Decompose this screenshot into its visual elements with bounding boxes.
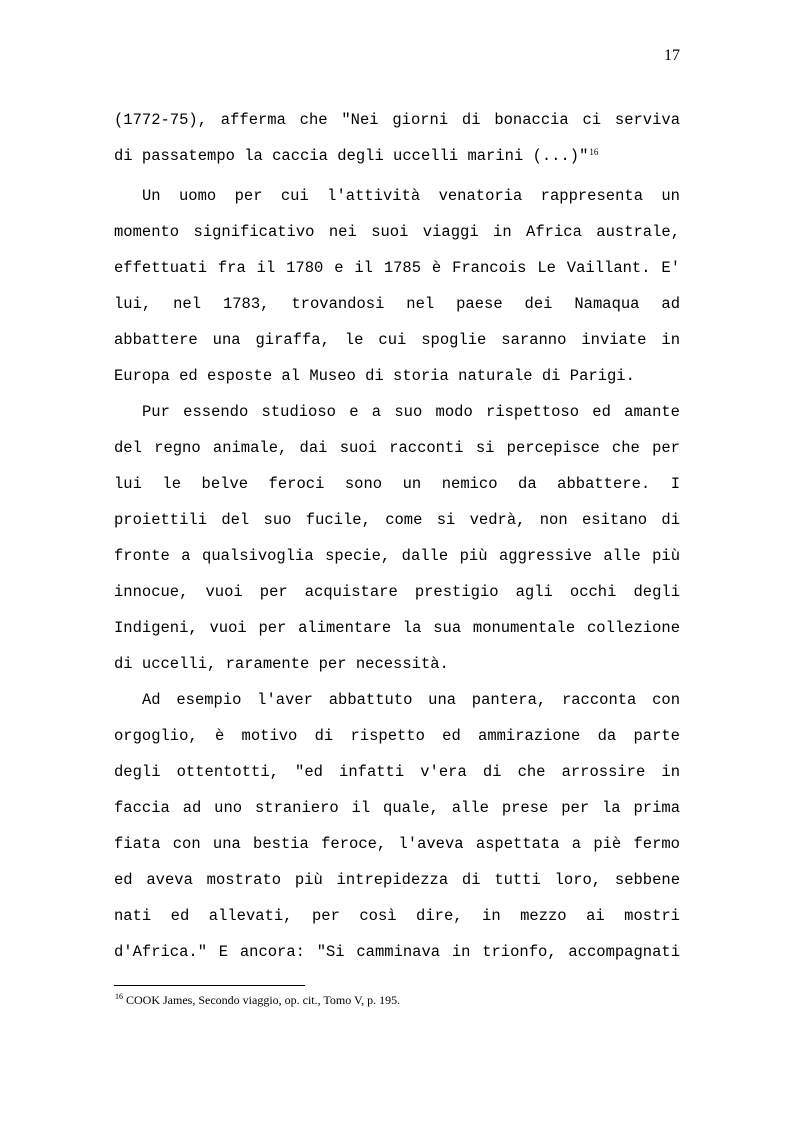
text-line: d'Africa." E ancora: "Si camminava in trionfo, accompagnati (114, 943, 680, 961)
text-line: lui, nel 1783, trovandosi nel paese dei Namaqua ad (114, 295, 680, 313)
text-line-content: di passatempo la caccia degli uccelli marini (...)" (114, 147, 589, 165)
text-line: abbattere una giraffa, le cui spoglie saranno inviate in (114, 331, 680, 349)
text-line: nati ed allevati, per così dire, in mezzo ai mostri (114, 907, 680, 925)
text-line: lui le belve feroci sono un nemico da abbattere. I (114, 475, 680, 493)
text-line: faccia ad uno straniero il quale, alle prese per la prima (114, 799, 680, 817)
footnote-reference[interactable]: 16 (589, 147, 599, 157)
text-line: del regno animale, dai suoi racconti si percepisce che per (114, 439, 680, 457)
text-line: orgoglio, è motivo di rispetto ed ammirazione da parte (114, 727, 680, 745)
page-number: 17 (664, 47, 680, 64)
text-line: proiettili del suo fucile, come si vedrà, non esitano di (114, 511, 680, 529)
text-line: fiata con una bestia feroce, l'aveva aspettata a piè fermo (114, 835, 680, 853)
text-line: (1772-75), afferma che "Nei giorni di bonaccia ci serviva (114, 111, 680, 129)
footnote-number: 16 (115, 992, 123, 1001)
text-line: di uccelli, raramente per necessità. (114, 655, 449, 673)
text-line: Pur essendo studioso e a suo modo rispettoso ed amante (142, 403, 680, 421)
text-line: Indigeni, vuoi per alimentare la sua monumentale collezione (114, 619, 680, 637)
text-line: momento significativo nei suoi viaggi in Africa australe, (114, 223, 680, 241)
text-line: innocue, vuoi per acquistare prestigio agli occhi degli (114, 583, 680, 601)
footnote (114, 992, 680, 1008)
footnote-separator (114, 985, 305, 986)
text-line: Europa ed esposte al Museo di storia naturale di Parigi. (114, 367, 635, 385)
text-line: degli ottentotti, "ed infatti v'era di che arrossire in (114, 763, 680, 781)
text-line: fronte a qualsivoglia specie, dalle più aggressive alle più (114, 547, 680, 565)
text-line: Un uomo per cui l'attività venatoria rappresenta un (142, 187, 680, 205)
footnote-text: COOK James, Secondo viaggio, op. cit., Tomo V, p. 195. (123, 993, 401, 1007)
text-line: Ad esempio l'aver abbattuto una pantera, racconta con (142, 691, 680, 709)
text-line (114, 145, 680, 167)
text-line: effettuati fra il 1780 e il 1785 è Francois Le Vaillant. E' (114, 259, 680, 277)
text-line: ed aveva mostrato più intrepidezza di tutti loro, sebbene (114, 871, 680, 889)
